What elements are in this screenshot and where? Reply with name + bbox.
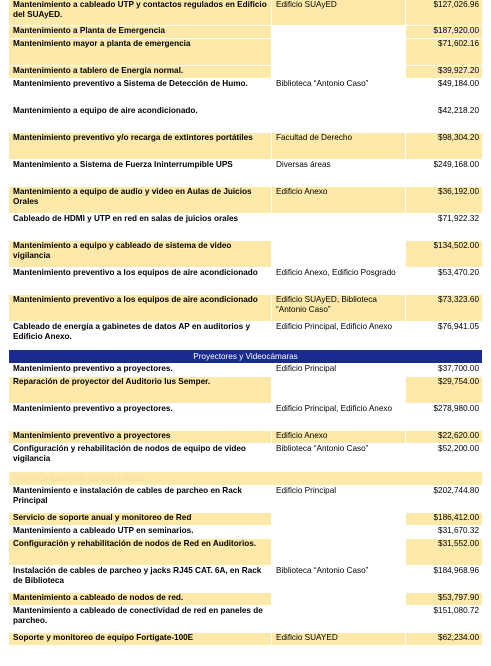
row-location — [271, 39, 405, 65]
table-row — [9, 106, 482, 133]
table-row — [9, 187, 482, 214]
table-row — [9, 377, 482, 404]
table-row — [9, 39, 482, 66]
row-description: Mantenimiento a tablero de Energía normal. — [9, 66, 271, 78]
row-description: Mantenimiento preventivo a proyectores — [9, 431, 271, 443]
table-row — [9, 0, 482, 26]
row-amount: $73,323.60 — [405, 295, 482, 321]
table-row — [9, 633, 482, 646]
row-amount: $71,602.16 — [405, 39, 482, 65]
table-row — [9, 241, 482, 268]
row-amount: $22,620.00 — [405, 431, 482, 443]
table-row — [9, 431, 482, 444]
row-location — [271, 606, 405, 632]
row-description: Mantenimiento a cableado UTP en seminarios. — [9, 526, 271, 538]
row-description: Mantenimiento a cableado UTP y contactos regulados en Edificio del SUAyED. — [9, 0, 271, 25]
table-row — [9, 486, 482, 513]
row-amount: $36,192.00 — [405, 187, 482, 213]
row-location: Edificio Anexo, Edificio Posgrado — [271, 268, 405, 294]
row-description: Mantenimiento e instalación de cables de parcheo en Rack Principal — [9, 486, 271, 512]
table-row — [9, 364, 482, 377]
table-row — [9, 593, 482, 606]
row-location: Biblioteca “Antonio Caso” — [271, 566, 405, 592]
row-description: Mantenimiento preventivo y/o recarga de extintores portátiles — [9, 133, 271, 159]
row-description: Mantenimiento preventivo a los equipos de aire acondicionado — [9, 268, 271, 294]
section-header-network: Red y Equipamiento de Voz y Datos — [9, 472, 482, 485]
row-amount: $134,502.00 — [405, 241, 482, 267]
row-location: Edificio SUAYED — [271, 633, 405, 645]
row-description: Mantenimiento preventivo a proyectores. — [9, 404, 271, 430]
row-amount: $53,797.90 — [405, 593, 482, 605]
row-amount: $39,927.20 — [405, 66, 482, 78]
row-location: Biblioteca “Antonio Caso” — [271, 444, 405, 470]
table-group-projectors — [9, 364, 482, 471]
row-description: Instalación de cables de parcheo y jacks RJ45 CAT. 6A, en Rack de Biblioteca — [9, 566, 271, 592]
table-row — [9, 566, 482, 593]
table-row — [9, 526, 482, 539]
row-amount: $52,200.00 — [405, 444, 482, 470]
table-row — [9, 26, 482, 39]
row-amount: $31,552.00 — [405, 539, 482, 565]
table-row — [9, 160, 482, 187]
table-row — [9, 606, 482, 633]
row-amount: $31,670.32 — [405, 526, 482, 538]
row-location — [271, 513, 405, 525]
row-location — [271, 526, 405, 538]
row-description: Mantenimiento mayor a planta de emergencia — [9, 39, 271, 65]
table-row — [9, 539, 482, 566]
row-location — [271, 593, 405, 605]
row-location — [271, 66, 405, 78]
row-amount: $249,168.00 — [405, 160, 482, 186]
row-description: Mantenimiento preventivo a los equipos de aire acondicionado — [9, 295, 271, 321]
row-amount: $98,304.20 — [405, 133, 482, 159]
row-description: Reparación de proyector del Auditorio Ius Semper. — [9, 377, 271, 403]
row-description: Soporte y monitoreo de equipo Fortigate-100E — [9, 633, 271, 645]
row-amount: $278,980.00 — [405, 404, 482, 430]
row-amount: $62,234.00 — [405, 633, 482, 645]
row-location: Diversas áreas — [271, 160, 405, 186]
row-location: Edificio SUAyED — [271, 0, 405, 25]
row-location — [271, 106, 405, 132]
table-row — [9, 295, 482, 322]
table-group-general — [9, 0, 482, 349]
row-description: Mantenimiento a cableado de conectividad de red en paneles de parcheo. — [9, 606, 271, 632]
row-location: Edificio SUAyED, Biblioteca “Antonio Caso” — [271, 295, 405, 321]
row-amount: $202,744.80 — [405, 486, 482, 512]
row-location: Edificio Anexo — [271, 431, 405, 443]
row-description: Configuración y rehabilitación de nodos de Red en Auditorios. — [9, 539, 271, 565]
row-description: Mantenimiento preventivo a proyectores. — [13, 364, 173, 373]
row-amount: $71,922.32 — [405, 214, 482, 240]
row-description: Servicio de soporte anual y monitoreo de Red — [9, 513, 271, 525]
table-row — [9, 404, 482, 431]
row-location — [271, 377, 405, 403]
row-location: Edificio Principal — [271, 486, 405, 512]
row-amount: $29,754.00 — [405, 377, 482, 403]
row-amount: $42,218.20 — [405, 106, 482, 132]
table-row — [9, 79, 482, 106]
row-description: Mantenimiento a equipo y cableado de sistema de video vigilancia — [9, 241, 271, 267]
row-location: Biblioteca “Antonio Caso” — [271, 79, 405, 105]
row-location: Edificio Principal, Edificio Anexo — [271, 404, 405, 430]
row-location — [271, 26, 405, 38]
row-amount: $53,470.20 — [405, 268, 482, 294]
table-row — [9, 66, 482, 79]
row-amount: $151,080.72 — [405, 606, 482, 632]
row-description: Cableado de energía a gabinetes de datos AP en auditorios y Edificio Anexo. — [9, 322, 271, 348]
table-row — [9, 133, 482, 160]
row-amount: $76,941.05 — [405, 322, 482, 348]
table-row — [9, 513, 482, 526]
row-description: Cableado de HDMI y UTP en red en salas de juicios orales — [9, 214, 271, 240]
maintenance-table — [9, 0, 482, 646]
row-location — [271, 539, 405, 565]
row-location — [271, 214, 405, 240]
row-location: Edificio Anexo — [271, 187, 405, 213]
row-amount: $184,968.96 — [405, 566, 482, 592]
row-description: Mantenimiento a Planta de Emergencia — [9, 26, 271, 38]
row-description: Mantenimiento a equipo de aire acondicionado. — [9, 106, 271, 132]
table-row — [9, 444, 482, 471]
row-location: Edificio Principal, Edificio Anexo — [271, 322, 405, 348]
row-description: Configuración y rehabilitación de nodos de equipo de video vigilancia — [13, 444, 246, 463]
row-description: Mantenimiento a Sistema de Fuerza Ininterrumpible UPS — [9, 160, 271, 186]
row-description: Mantenimiento preventivo a Sistema de Detección de Humo. — [13, 79, 248, 88]
row-location: Facultad de Derecho — [271, 133, 405, 159]
row-description: Mantenimiento a equipo de audio y video en Aulas de Juicios Orales — [9, 187, 271, 213]
table-row — [9, 214, 482, 241]
row-amount: $127,026.96 — [405, 0, 482, 25]
row-location: Edificio Principal — [271, 364, 405, 376]
row-amount: $186,412.00 — [405, 513, 482, 525]
row-amount: $187,920.00 — [405, 26, 482, 38]
section-header-projectors: Proyectores y Videocámaras — [9, 350, 482, 363]
table-row — [9, 268, 482, 295]
row-amount: $49,184.00 — [405, 79, 482, 105]
row-location — [271, 241, 405, 267]
row-amount: $37,700.00 — [405, 364, 482, 376]
table-group-network — [9, 486, 482, 646]
table-row — [9, 322, 482, 349]
row-description: Mantenimiento a cableado de nodos de red. — [9, 593, 271, 605]
